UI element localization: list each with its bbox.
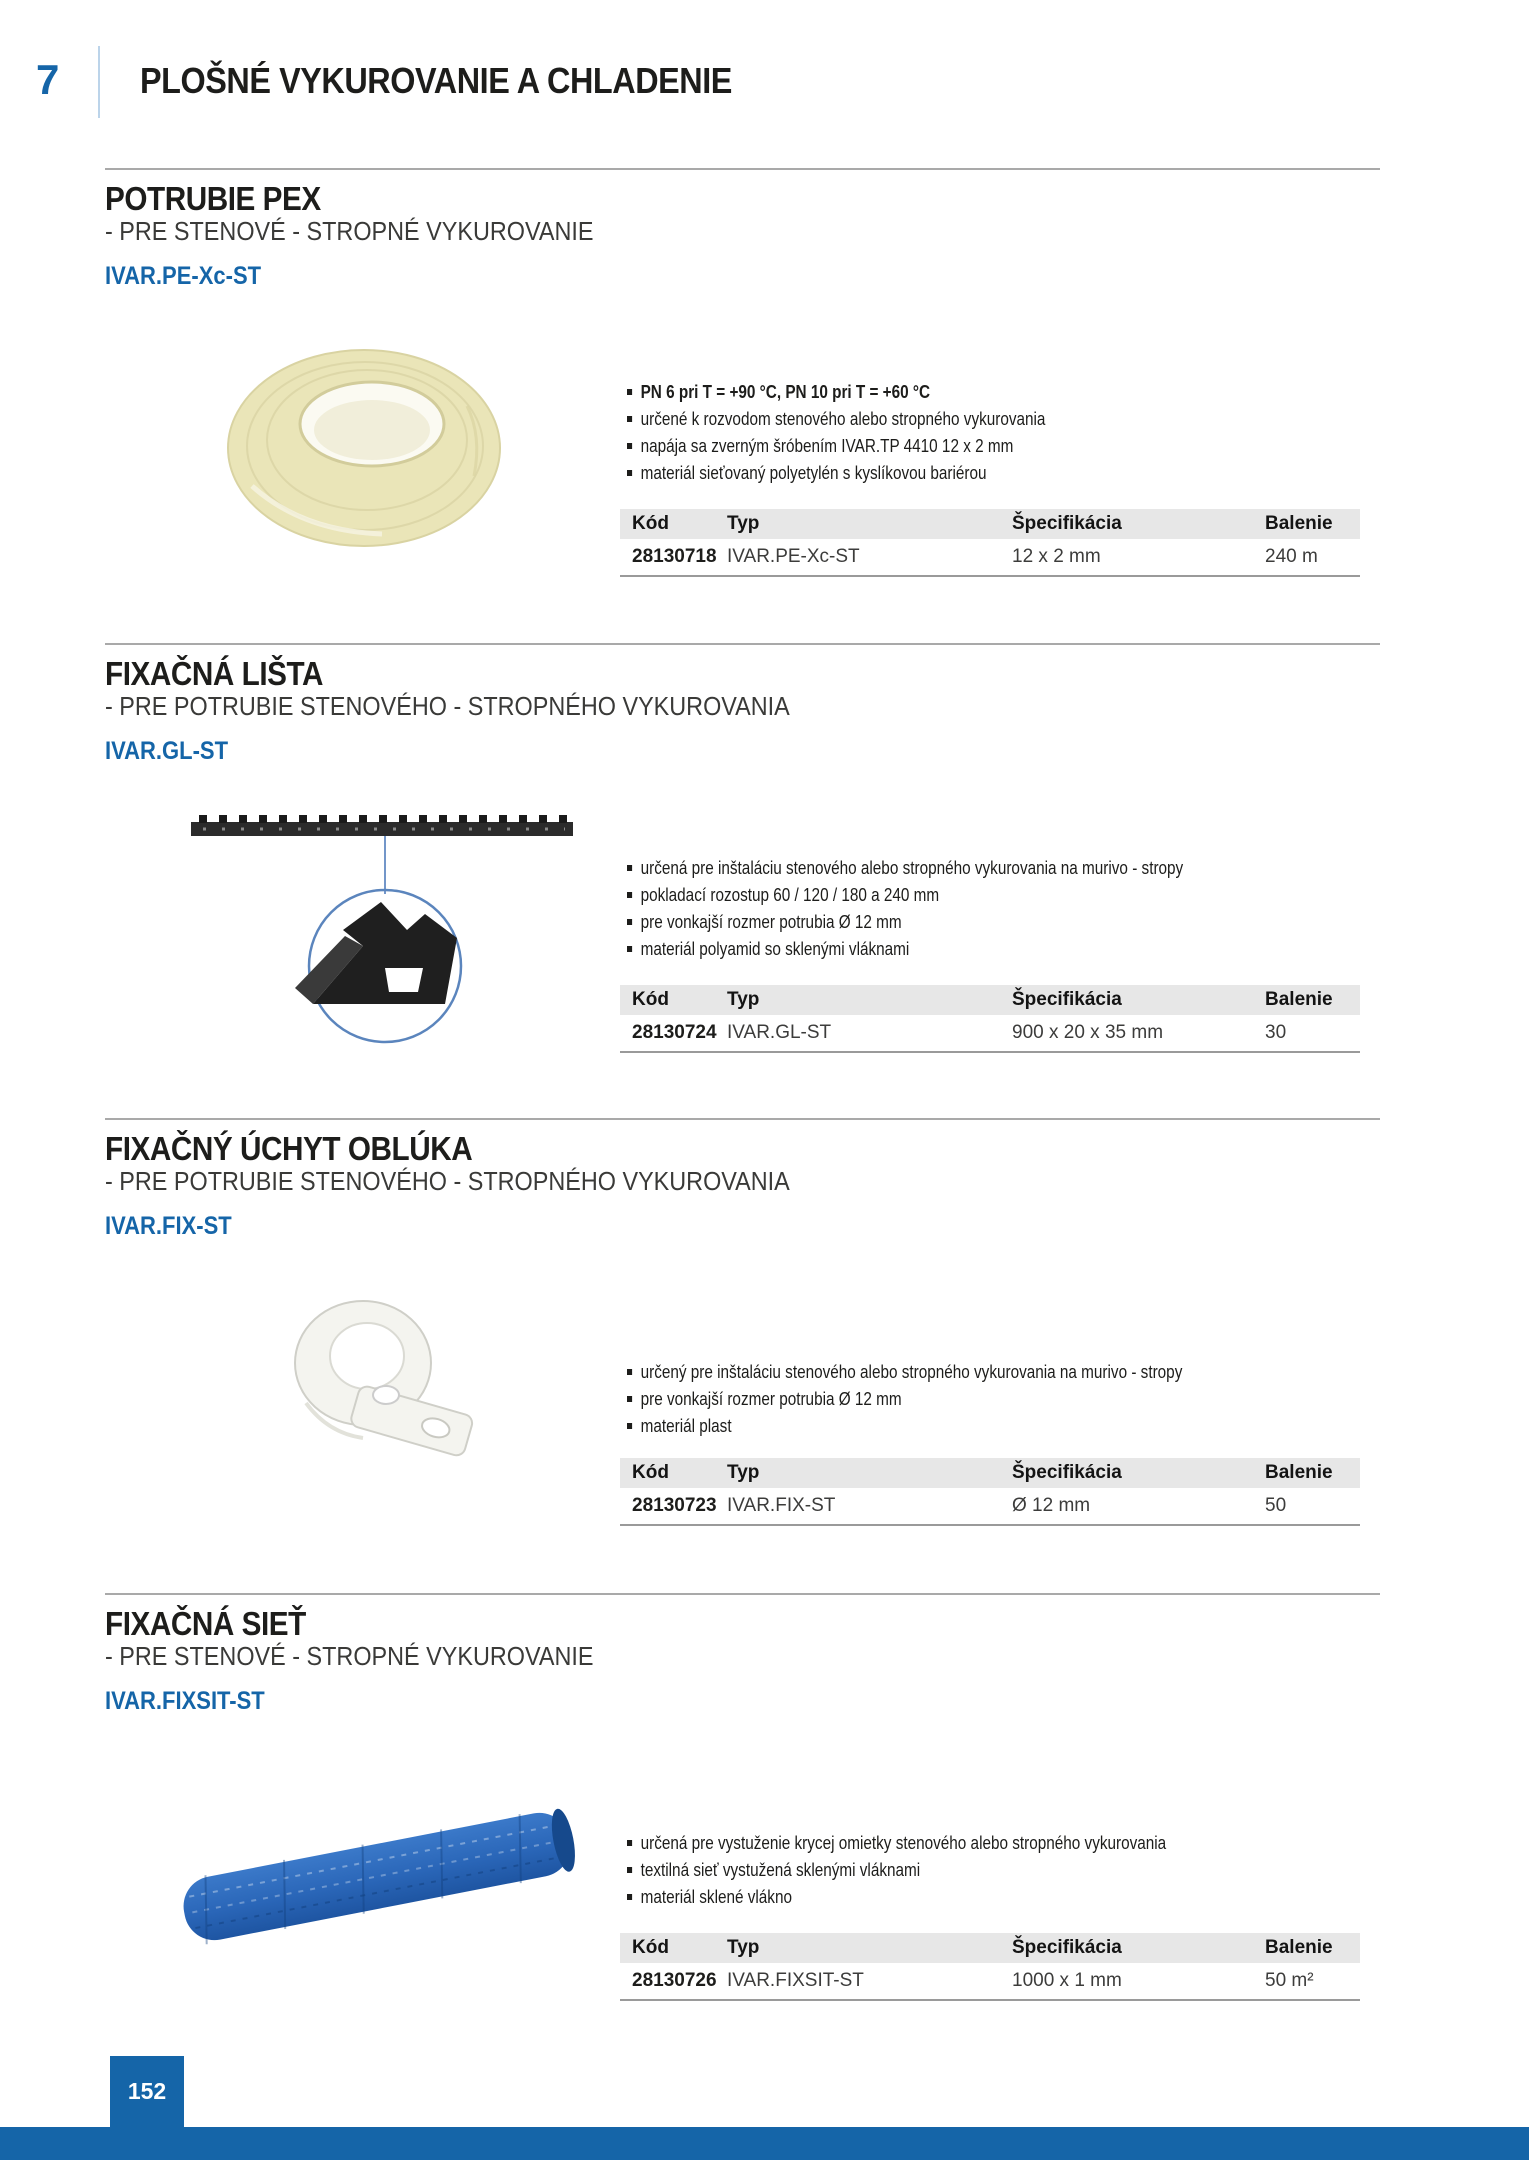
table-row xyxy=(620,1015,1360,1052)
section-subtitle: - PRE POTRUBIE STENOVÉHO - STROPNÉHO VYKUROVANIA xyxy=(105,1166,790,1196)
product-code: IVAR.GL-ST xyxy=(105,737,229,765)
bullet-item: pre vonkajší rozmer potrubia Ø 12 mm xyxy=(627,909,1358,936)
section-divider xyxy=(105,1118,1380,1120)
spec-table xyxy=(620,509,1360,577)
section-title: FIXAČNÁ SIEŤ xyxy=(105,1605,306,1642)
cell-kod: 28130724 xyxy=(620,1015,715,1052)
section-divider xyxy=(105,168,1380,170)
fixing-mesh-roll-image xyxy=(170,1782,590,1977)
table-row xyxy=(620,539,1360,576)
chapter-title: PLOŠNÉ VYKUROVANIE A CHLADENIE xyxy=(140,60,732,101)
bullet-item: napája sa zverným šróbením IVAR.TP 4410 12 x 2 mm xyxy=(627,433,1358,460)
pex-pipe-coil-image xyxy=(222,336,507,551)
section-subtitle: - PRE STENOVÉ - STROPNÉ VYKUROVANIE xyxy=(105,216,594,246)
section-subtitle: - PRE POTRUBIE STENOVÉHO - STROPNÉHO VYKUROVANIA xyxy=(105,691,790,721)
bullet-item: určená pre inštaláciu stenového alebo stropného vykurovania na murivo - stropy xyxy=(627,855,1358,882)
section-title: POTRUBIE PEX xyxy=(105,180,321,217)
cell-kod: 28130726 xyxy=(620,1963,715,2000)
spec-table xyxy=(620,1933,1360,2001)
page-number-tab xyxy=(110,2056,184,2127)
col-header-balenie: Balenie xyxy=(1253,509,1360,539)
bullet-item: PN 6 pri T = +90 °C, PN 10 pri T = +60 °C xyxy=(627,379,1358,406)
section-title: FIXAČNÁ LIŠTA xyxy=(105,655,323,692)
section-title: FIXAČNÝ ÚCHYT OBLÚKA xyxy=(105,1130,473,1167)
col-header-kod: Kód xyxy=(620,1458,715,1488)
cell-specifikacia: 900 x 20 x 35 mm xyxy=(1000,1015,1253,1052)
bullet-item: materiál sieťovaný polyetylén s kyslíkovou bariérou xyxy=(627,460,1358,487)
col-header-specifikacia: Špecifikácia xyxy=(1000,509,1253,539)
col-header-kod: Kód xyxy=(620,985,715,1015)
bullet-item: určená pre vystuženie krycej omietky stenového alebo stropného vykurovania xyxy=(627,1830,1358,1857)
bullet-item: pokladací rozostup 60 / 120 / 180 a 240 mm xyxy=(627,882,1358,909)
feature-list xyxy=(627,379,1358,487)
page-number: 152 xyxy=(127,2078,167,2104)
product-code: IVAR.PE-Xc-ST xyxy=(105,262,262,290)
bullet-item: materiál sklené vlákno xyxy=(627,1884,1358,1911)
arc-fixing-clip-image xyxy=(268,1283,483,1478)
cell-specifikacia: Ø 12 mm xyxy=(1000,1488,1253,1525)
fixing-rail-image xyxy=(185,806,580,1046)
feature-list xyxy=(627,1830,1358,1911)
bullet-item: určený pre inštaláciu stenového alebo stropného vykurovania na murivo - stropy xyxy=(627,1359,1358,1386)
cell-balenie: 50 m² xyxy=(1253,1963,1360,2000)
section-divider xyxy=(105,1593,1380,1595)
cell-kod: 28130723 xyxy=(620,1488,715,1525)
table-row xyxy=(620,1488,1360,1525)
bullet-item: materiál plast xyxy=(627,1413,1358,1440)
product-code: IVAR.FIXSIT-ST xyxy=(105,1687,265,1715)
col-header-balenie: Balenie xyxy=(1253,985,1360,1015)
bullet-item: textilná sieť vystužená sklenými vláknami xyxy=(627,1857,1358,1884)
section-subtitle: - PRE STENOVÉ - STROPNÉ VYKUROVANIE xyxy=(105,1641,594,1671)
feature-list xyxy=(627,1359,1358,1440)
col-header-specifikacia: Špecifikácia xyxy=(1000,985,1253,1015)
col-header-typ: Typ xyxy=(715,1933,1000,1963)
product-code: IVAR.FIX-ST xyxy=(105,1212,232,1240)
cell-kod: 28130718 xyxy=(620,539,715,576)
cell-typ: IVAR.FIXSIT-ST xyxy=(715,1963,1000,2000)
table-row xyxy=(620,1963,1360,2000)
cell-typ: IVAR.GL-ST xyxy=(715,1015,1000,1052)
chapter-number: 7 xyxy=(36,56,60,103)
section-divider xyxy=(105,643,1380,645)
col-header-kod: Kód xyxy=(620,1933,715,1963)
cell-typ: IVAR.PE-Xc-ST xyxy=(715,539,1000,576)
chapter-divider xyxy=(98,46,100,118)
col-header-specifikacia: Špecifikácia xyxy=(1000,1933,1253,1963)
spec-table xyxy=(620,985,1360,1053)
cell-balenie: 30 xyxy=(1253,1015,1360,1052)
col-header-typ: Typ xyxy=(715,1458,1000,1488)
bullet-item: pre vonkajší rozmer potrubia Ø 12 mm xyxy=(627,1386,1358,1413)
feature-list xyxy=(627,855,1358,963)
cell-specifikacia: 1000 x 1 mm xyxy=(1000,1963,1253,2000)
col-header-kod: Kód xyxy=(620,509,715,539)
cell-balenie: 50 xyxy=(1253,1488,1360,1525)
col-header-balenie: Balenie xyxy=(1253,1458,1360,1488)
col-header-specifikacia: Špecifikácia xyxy=(1000,1458,1253,1488)
spec-table xyxy=(620,1458,1360,1526)
col-header-typ: Typ xyxy=(715,985,1000,1015)
bullet-item: materiál polyamid so sklenými vláknami xyxy=(627,936,1358,963)
col-header-typ: Typ xyxy=(715,509,1000,539)
footer-bar xyxy=(0,2127,1529,2160)
bullet-item: určené k rozvodom stenového alebo stropného vykurovania xyxy=(627,406,1358,433)
col-header-balenie: Balenie xyxy=(1253,1933,1360,1963)
cell-specifikacia: 12 x 2 mm xyxy=(1000,539,1253,576)
cell-typ: IVAR.FIX-ST xyxy=(715,1488,1000,1525)
cell-balenie: 240 m xyxy=(1253,539,1360,576)
